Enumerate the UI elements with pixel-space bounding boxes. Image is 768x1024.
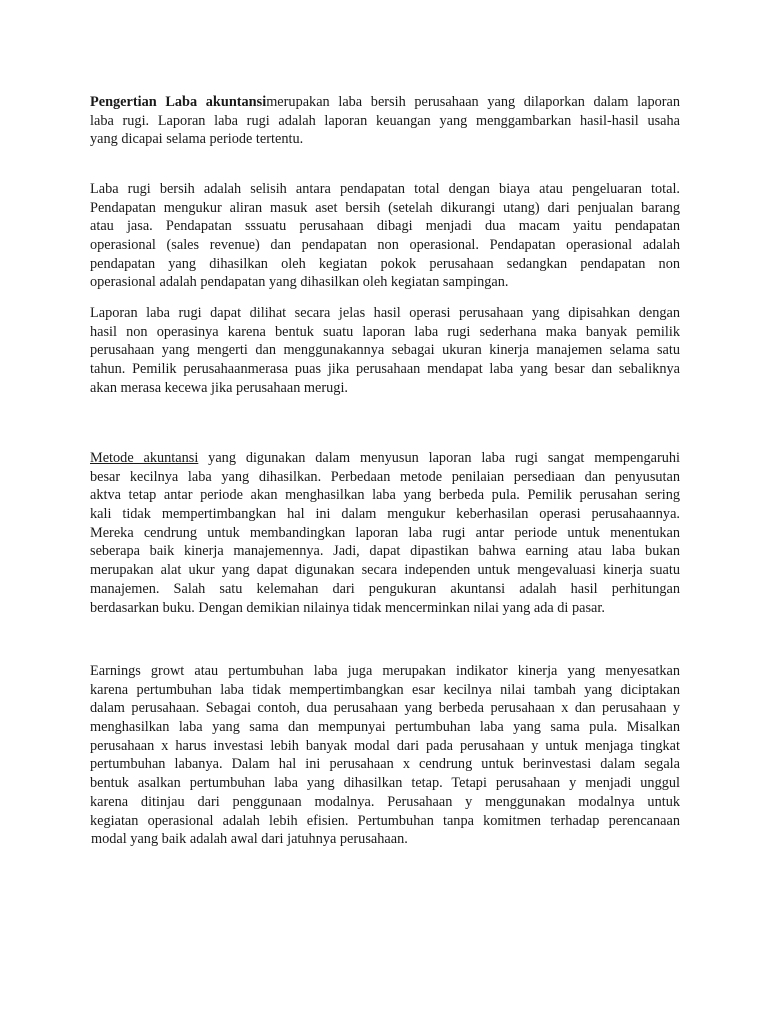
text-line: Earnings growt atau pertumbuhan laba juga merupakan indikator kinerja yang menyesatkan: [90, 663, 680, 679]
underlined-term: Metode akuntansi: [90, 450, 199, 466]
text-line: karena pertumbuhan laba tidak mempertimbangkan esar kecilnya nilai tambah yang diciptakan: [90, 681, 680, 698]
paragraph-laba-rugi-bersih: [90, 180, 680, 292]
text-line: Laporan laba rugi dapat dilihat secara jelas hasil operasi perusahaan yang dipisahkan dengan: [90, 305, 680, 321]
text-fragment: merupakan laba bersih perusahaan yang dilaporkan dalam laporan: [266, 94, 680, 110]
text-line: atau jasa. Pendapatan sssuatu perusahaan dibagi menjadi dua macam yaitu pendapatan: [90, 218, 680, 235]
text-line: seberapa baik kinerja manajemennya. Jadi, dapat dipastikan bahwa earning atau laba bukan: [90, 543, 680, 560]
text-fragment: yang digunakan dalam menyusun laporan laba rugi sangat mempengaruhi: [198, 450, 680, 466]
text-line: karena ditinjau dari penggunaan modalnya. Perusahaan y menggunakan modalnya untuk: [90, 793, 680, 810]
text-line: operasional adalah pendapatan yang dihasilkan oleh kegiatan sampingan.: [90, 274, 509, 291]
paragraph-earnings-growth: [90, 662, 680, 849]
text-line: hasil non operasinya karena bentuk suatu laporan laba rugi sederhana maka banyak pemilik: [90, 323, 680, 340]
text-line: bentuk asalkan pertumbuhan laba yang dihasilkan tetap. Tetapi perusahaan y menjadi unggul: [90, 775, 680, 792]
text-line: dalam perusahaan. Sebagai contoh, dua perusahaan yang berbeda perusahaan x dan perusahaan y: [90, 700, 680, 717]
text-line: modal yang baik adalah awal dari jatuhnya perusahaan.: [91, 831, 408, 848]
text-line: operasional (sales revenue) dan pendapatan non operasional. Pendapatan operasional adalah: [90, 237, 680, 254]
text-line: kegiatan operasional adalah lebih efisien. Pertumbuhan tanpa komitmen terhadap perencanaan: [90, 812, 680, 829]
text-line: merupakan alat ukur yang dapat digunakan secara independen untuk mengevaluasi kinerja suatu: [90, 562, 680, 579]
text-line: Mereka cendrung untuk membandingkan laporan laba rugi antar periode untuk menentukan: [90, 524, 680, 541]
text-line: perusahaan x harus investasi lebih banyak modal dari pada perusahaan y untuk menjaga tingkat: [90, 737, 680, 754]
text-line: kali tidak mempertimbangkan hal ini dalam mengukur keberhasilan operasi perusahaannya.: [90, 506, 680, 523]
text-line: berdasarkan buku. Dengan demikian nilainya tidak mencerminkan nilai yang ada di pasar.: [90, 599, 605, 616]
text-line: laba rugi. Laporan laba rugi adalah laporan keuangan yang menggambarkan hasil-hasil usaha: [90, 112, 680, 129]
paragraph-laporan-laba-rugi: [90, 304, 680, 397]
text-line: tahun. Pemilik perusahaanmerasa puas jika perusahaan mendapat laba yang besar dan sebaliknya: [90, 361, 680, 378]
text-line: menghasilkan laba yang sama dan mempunyai pertumbuhan laba yang sama pula. Misalkan: [90, 719, 680, 736]
text-line: [90, 449, 680, 468]
text-line: Pendapatan mengukur aliran masuk aset bersih (setelah dikurangi utang) dari penjualan barang: [90, 199, 680, 216]
paragraph-metode-akuntansi: [90, 449, 680, 617]
paragraph-laba-akuntansi: [90, 93, 680, 149]
text-line: pertumbuhan labanya. Dalam hal ini perusahaan x cendrung untuk berinvestasi dalam segala: [90, 756, 680, 773]
definition-term: Pengertian Laba akuntansi: [90, 94, 267, 110]
text-line: aktva tetap antar periode akan menghasilkan laba yang berbeda pula. Pemilik perusahan sering: [90, 487, 680, 504]
text-line: yang dicapai selama periode tertentu.: [90, 131, 304, 148]
text-line: pendapatan yang dihasilkan oleh kegiatan pokok perusahaan sedangkan pendapatan non: [90, 255, 680, 272]
text-line: besar kecilnya laba yang dihasilkan. Perbedaan metode penilaian persediaan dan penyusutan: [90, 468, 680, 485]
text-line: [90, 93, 680, 112]
text-line: perusahaan yang mengerti dan menggunakannya sebagai ukuran kinerja manajemen selama satu: [90, 342, 680, 359]
text-line: Laba rugi bersih adalah selisih antara pendapatan total dengan biaya atau pengeluaran total.: [90, 181, 680, 197]
text-line: akan merasa kecewa jika perusahaan merugi.: [90, 379, 349, 396]
text-line: manajemen. Salah satu kelemahan dari pengukuran akuntansi adalah hasil perhitungan: [90, 580, 680, 597]
